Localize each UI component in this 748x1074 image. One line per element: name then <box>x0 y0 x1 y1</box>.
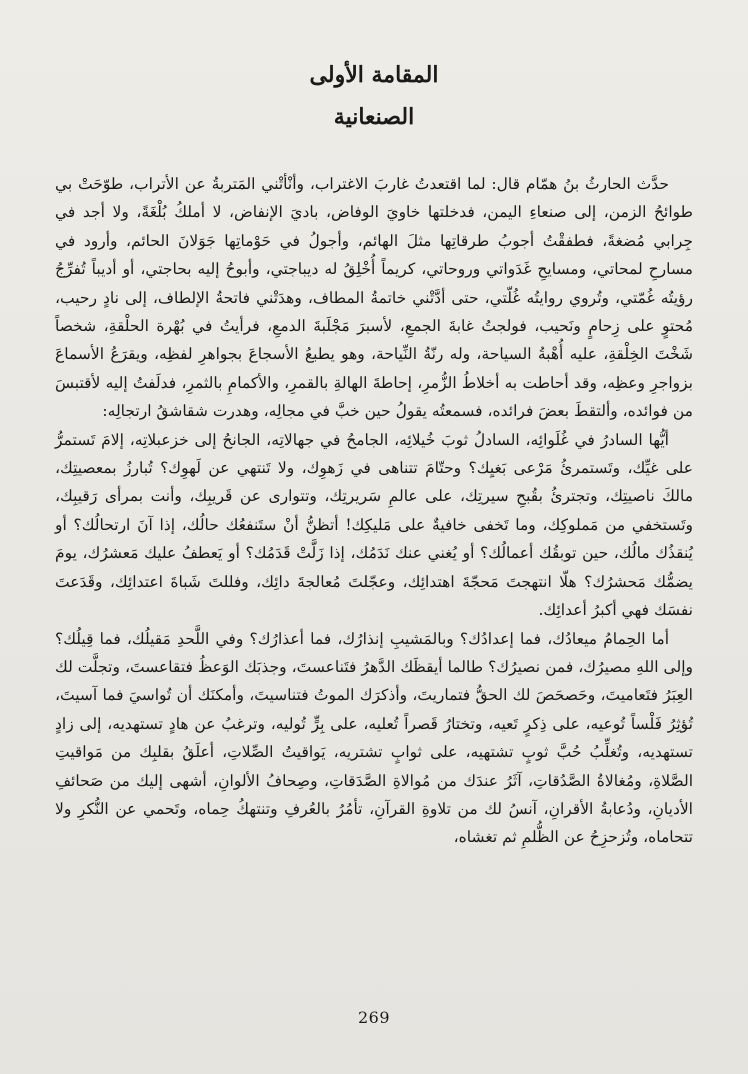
paragraph: أيُّها السادرُ في غُلَوائِه، السادلُ ثوبَ خُيلائِه، الجامحُ في جهالاتِه، الجانحُ إلى خزعبلاتِه، إلامَ تَستمرُّ على غيِّك، وتَستمرئُ مَرْعى بَغيِك؟ وحتّامَ تتناهى في زَهوِك، ولا تَنتهي عن لَهوِك؟ تُبارزُ بمعصيتِك، مالكَ ناصيتِك، وتجترئُ بقُبحِ سيرتِك، على عالمِ سَريرتِك، وتتوارى عن قَريبِك، وأنت بمرأى رَقيبِك، وتَستخفي من مَملوكِك، وما تَخفى خافيةٌ على مَليكِك! أتظنُّ أنْ ستَنفعُك حالُك، إذا آنَ ارتحالُك؟ أو يُنقذُك مالُك، حين توبقُك أعمالُك؟ أو يُغني عنك نَدَمُك، إذا زَلَّتْ قَدَمُك؟ أو يَعطفُ عليك مَعشرُك، يومَ يضمُّك مَحشرُك؟ هلّا انتهجتَ مَحجّةَ اهتدائِك، وعجّلتَ مُعالجةَ دائِك، وفللتَ شَباةَ اعتدائِك، وقَدَعتَ نفسَك فهي أكبرُ أعدائِك. <box>55 430 693 620</box>
page-number: 269 <box>357 1008 391 1027</box>
paragraph: أما الحِمامُ ميعادُك، فما إعدادُك؟ وبالمَشيبِ إنذارُك، فما أعذارُك؟ وفي اللَّحدِ مَقيلُك، فما قِيلُك؟ وإلى اللهِ مصيرُك، فمن نصيرُك؟ طالما أيقظَك الدَّهرُ فتَناعستَ، وجذبَك الوَعظُ فتقاعستَ، وتجلَّت لك العِبَرُ فتَعاميتَ، وحَصحَصَ لك الحقُّ فتماريتَ، وأذكرَك الموتُ فتناسيتَ، وأمكنَك أن تُواسيَ فما آسيتَ، تُؤثِرُ فَلْساً تُوعيه، على ذِكرٍ تَعيه، وتختارُ قَصراً تُعليه، على بِرٍّ تُوليه، وترغبُ عن هادٍ تستهديه، إلى زادٍ تستهديه، وتُغلِّبُ حُبَّ ثوبٍ تشتهيه، على ثوابٍ تشتريه، يَواقيتُ الصِّلاتِ، أعلَقُ بقلبِك من مَواقيتِ الصَّلاةِ، ومُغالاةُ الصَّدُقاتِ، آثَرُ عندَك من مُوالاةِ الصَّدَقاتِ، وصِحافُ الألوانِ، أشهى إليك من صَحائفِ الأديانِ، ودُعابةُ الأقرانِ، آنسُ لك من تلاوةِ القرآنِ، تأمُرُ بالعُرفِ وتنتهكُ حِماه، وتَحمي عن النُّكرِ ولا تتحاماه، وتُزحزِحُ عن الظُّلمِ ثم تغشاه، <box>55 629 693 847</box>
chapter-title: المقامة الأولى <box>309 62 439 88</box>
chapter-subtitle: الصنعانية <box>333 104 415 130</box>
chapter-heading <box>0 58 748 134</box>
body-text <box>55 170 693 852</box>
paragraph: حدَّث الحارثُ بنُ همّام قال: لما اقتعدتُ غاربَ الاغتراب، وأنْأتْني المَتربةُ عن الأتراب، طوّحَتْ بي طوائحُ الزمن، إلى صنعاءِ اليمن، فدخلتها خاويَ الوفاض، باديَ الإنفاض، لا أملكُ بُلْغَةً، ولا أجد في جِرابي مُضغةً، فطفقْتُ أجوبُ طرقاتِها مثلَ الهائم، وأجولُ في حَوْماتِها جَوَلانَ الحائم، وأرود في مسارحِ لمحاتي، ومسايحِ غَدَواتي وروحاتي، كريماً أُخْلِقُ له ديباجتي، وأبوحُ إليه بحاجتي، أو أديباً تُفرِّجُ رؤيتُه غُمّتي، وتُروي روايتُه غُلّتي، حتى أدَّتْني خاتمةُ المطاف، وهدَتْني فاتحةُ الإلطاف، إلى نادٍ رحيب، مُحتوٍ على زِحامٍ ونَحيب، فولجتُ غابةَ الجمعِ، لأسبرَ مَجْلَبةَ الدمعِ، فرأيتُ في بُهْرة الحلْقةِ، شخصاً شَخْتَ الخِلْقةِ، عليه أُهْبةُ السياحة، وله رنّةُ النِّياحة، وهو يطبعُ الأسجاعَ بجواهرِ لفظِه، ويقرَعُ الأسماعَ بزواجرِ وعظِه، وقد أحاطت به أخلاطُ الزُّمرِ، إحاطةَ الهالةِ بالقمرِ، والأكمامِ بالثمرِ، فدلَفتُ إليه لأقتبسَ من فوائده، وألتقطَ بعضَ فرائده، فسمعتُه يقولُ حين خبَّ في مجالِه، وهدرت شقاشقُ ارتجالِه: <box>55 175 693 421</box>
